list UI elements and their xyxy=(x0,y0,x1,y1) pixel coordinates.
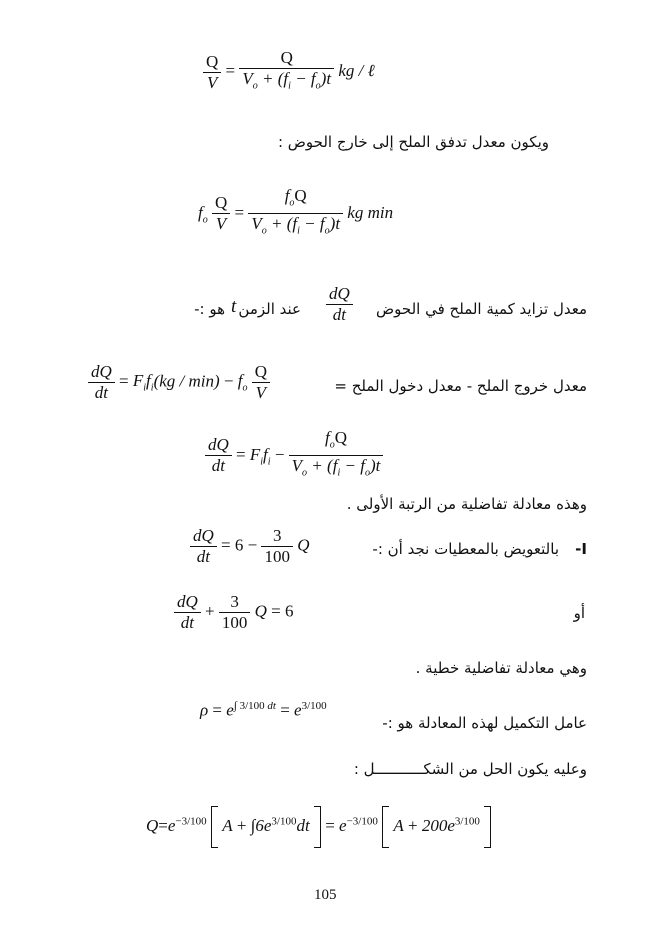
equals-sign: = xyxy=(225,61,236,81)
rate-suffix-text: هو :- xyxy=(194,300,225,318)
left-bracket xyxy=(382,806,389,848)
fraction-q-over-v: $\frac{Q}{V}$ xyxy=(212,193,230,234)
rate-prefix-text: معدل تزايد كمية الملح في الحوض xyxy=(376,300,587,318)
page-number: 105 xyxy=(314,887,337,903)
linear-equation-text: وهي معادلة تفاضلية خطية . xyxy=(415,659,587,677)
fraction-q-over-volume xyxy=(239,48,334,96)
equation-linear-form: $\frac{dQ}{dt}$ + $\frac{3}{100}$ Q = 6 xyxy=(174,592,294,633)
unit-label: kg / ℓ xyxy=(338,61,375,81)
unit-label: kg min xyxy=(347,202,394,222)
dq-dt-inline: $\frac{dQ}{dt}$ xyxy=(326,284,353,325)
right-bracket xyxy=(314,806,321,848)
outflow-intro-text: ويكون معدل تدفق الملح إلى خارج الحوض : xyxy=(277,133,549,151)
fraction-outflow: $\frac{f_oQ}{V_o + (f_i - f_o)t}$ xyxy=(248,186,343,242)
rate-difference-text: معدل خروج الملح - معدل دخول الملح = xyxy=(334,377,587,395)
left-bracket xyxy=(211,806,218,848)
substitution-number: I- xyxy=(575,540,587,558)
rate-at-time-text: عند الزمن xyxy=(238,300,301,318)
fraction-q-over-v xyxy=(203,52,221,93)
equation-solution: $Q=e^{-3/100}$ $A + \int 6e^{3/100}dt = e^{-3/100}$ $A + 200e^{3/100}$ xyxy=(146,806,491,848)
denominator: V xyxy=(203,72,221,93)
equation-rate-general: $\frac{dQ}{dt}$ = $F_if_i$ − $\frac{f_oQ}{V_o + (f_i - f_o)t}$ xyxy=(205,428,383,484)
first-order-text: وهذه معادلة تفاضلية من الرتبة الأولى . xyxy=(346,495,587,513)
numerator: Q xyxy=(206,51,219,71)
equation-outflow-rate: $f_o$ $\frac{Q}{V}$ = $\frac{f_oQ}{V_o + (f_i - f_o)t}$ kg min xyxy=(198,186,393,242)
right-bracket xyxy=(484,806,491,848)
equation-substituted: $\frac{dQ}{dt}$ = 6 − $\frac{3}{100}$ Q xyxy=(190,526,310,567)
equation-rate-balance: $\frac{dQ}{dt}$ = $F_if_i(kg / \min) - f_o$ $\frac{Q}{V}$ xyxy=(88,362,270,403)
integrating-factor-text: عامل التكميل لهذه المعادلة هو :- xyxy=(382,714,587,732)
numerator: Q xyxy=(280,48,293,67)
denominator: $V_o + (f_i - f_o)t$ xyxy=(239,68,334,96)
time-variable: t xyxy=(231,296,237,317)
substitution-text: بالتعويض بالمعطيات نجد أن :- xyxy=(372,540,559,558)
equation-integrating-factor: $\rho = e^{\int 3/100 dt} = e^{3/100}$ xyxy=(200,700,327,720)
solution-form-text: وعليه يكون الحل من الشكـــــــــــل : xyxy=(353,760,587,778)
equation-concentration xyxy=(203,48,375,96)
or-text: أو xyxy=(573,604,585,622)
